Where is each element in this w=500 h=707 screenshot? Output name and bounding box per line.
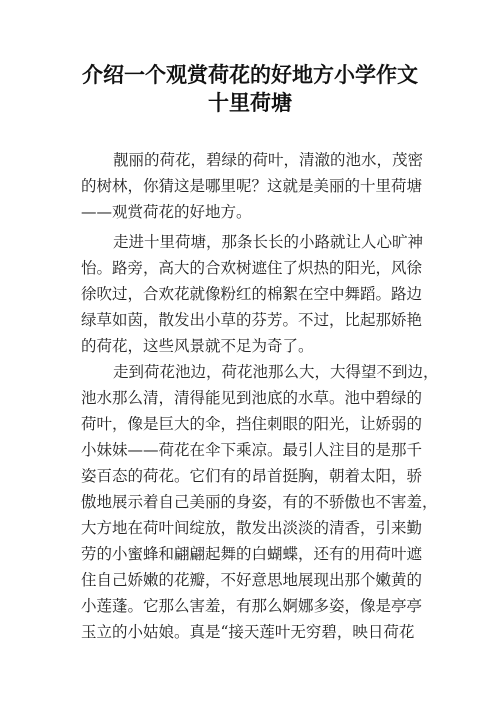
paragraph-2-line-2: 怡。路旁，高大的合欢树遮住了炽热的阳光，风徐 <box>81 259 423 277</box>
paragraph-2-line-5: 的荷花，这些风景就不足为奇了。 <box>81 337 314 355</box>
paragraph-2-line-1: 走进十里荷塘，那条长长的小路就让人心旷神 <box>113 233 424 251</box>
document-title-line-2: 十里荷塘 <box>208 91 292 115</box>
paragraph-1-line-3: ——观赏荷花的好地方。 <box>81 203 252 221</box>
paragraph-1-line-2: 的树林，你猜这是哪里呢？这就是美丽的十里荷塘 <box>81 177 423 195</box>
paragraph-3-line-8: 劳的小蜜蜂和翩翩起舞的白蝴蝶，还有的用荷叶遮 <box>81 545 423 563</box>
paragraph-3-line-9: 住自己娇嫩的花瓣，不好意思地展现出那个嫩黄的 <box>81 571 423 589</box>
paragraph-1-line-1: 靓丽的荷花，碧绿的荷叶，清澈的池水，茂密 <box>113 151 424 169</box>
document-title-line-1: 介绍一个观赏荷花的好地方小学作文 <box>82 63 418 87</box>
paragraph-3-line-7: 大方地在荷叶间绽放，散发出淡淡的清香，引来勤 <box>81 519 423 537</box>
paragraph-3-line-4: 小妹妹——荷花在伞下乘凉。最引人注目的是那千 <box>81 441 423 459</box>
paragraph-3-line-3: 荷叶，像是巨大的伞，挡住刺眼的阳光，让娇弱的 <box>81 415 423 433</box>
paragraph-2-line-3: 徐吹过，合欢花就像粉红的棉絮在空中舞蹈。路边 <box>81 285 423 303</box>
paragraph-3-line-5: 姿百态的荷花。它们有的昂首挺胸，朝着太阳，骄 <box>81 467 423 485</box>
paragraph-3-line-11: 玉立的小姑娘。真是“接天莲叶无穷碧，映日荷花 <box>81 623 415 641</box>
paragraph-2-line-4: 绿草如茵，散发出小草的芬芳。不过，比起那娇艳 <box>81 311 423 329</box>
paragraph-3-line-1: 走到荷花池边，荷花池那么大，大得望不到边， <box>113 363 439 381</box>
paragraph-3-line-10: 小莲蓬。它那么害羞，有那么婀娜多姿，像是亭亭 <box>81 597 423 615</box>
paragraph-3-line-2: 池水那么清，清得能见到池底的水草。池中碧绿的 <box>81 389 423 407</box>
paragraph-3-line-6: 傲地展示着自己美丽的身姿，有的不骄傲也不害羞， <box>81 493 438 511</box>
